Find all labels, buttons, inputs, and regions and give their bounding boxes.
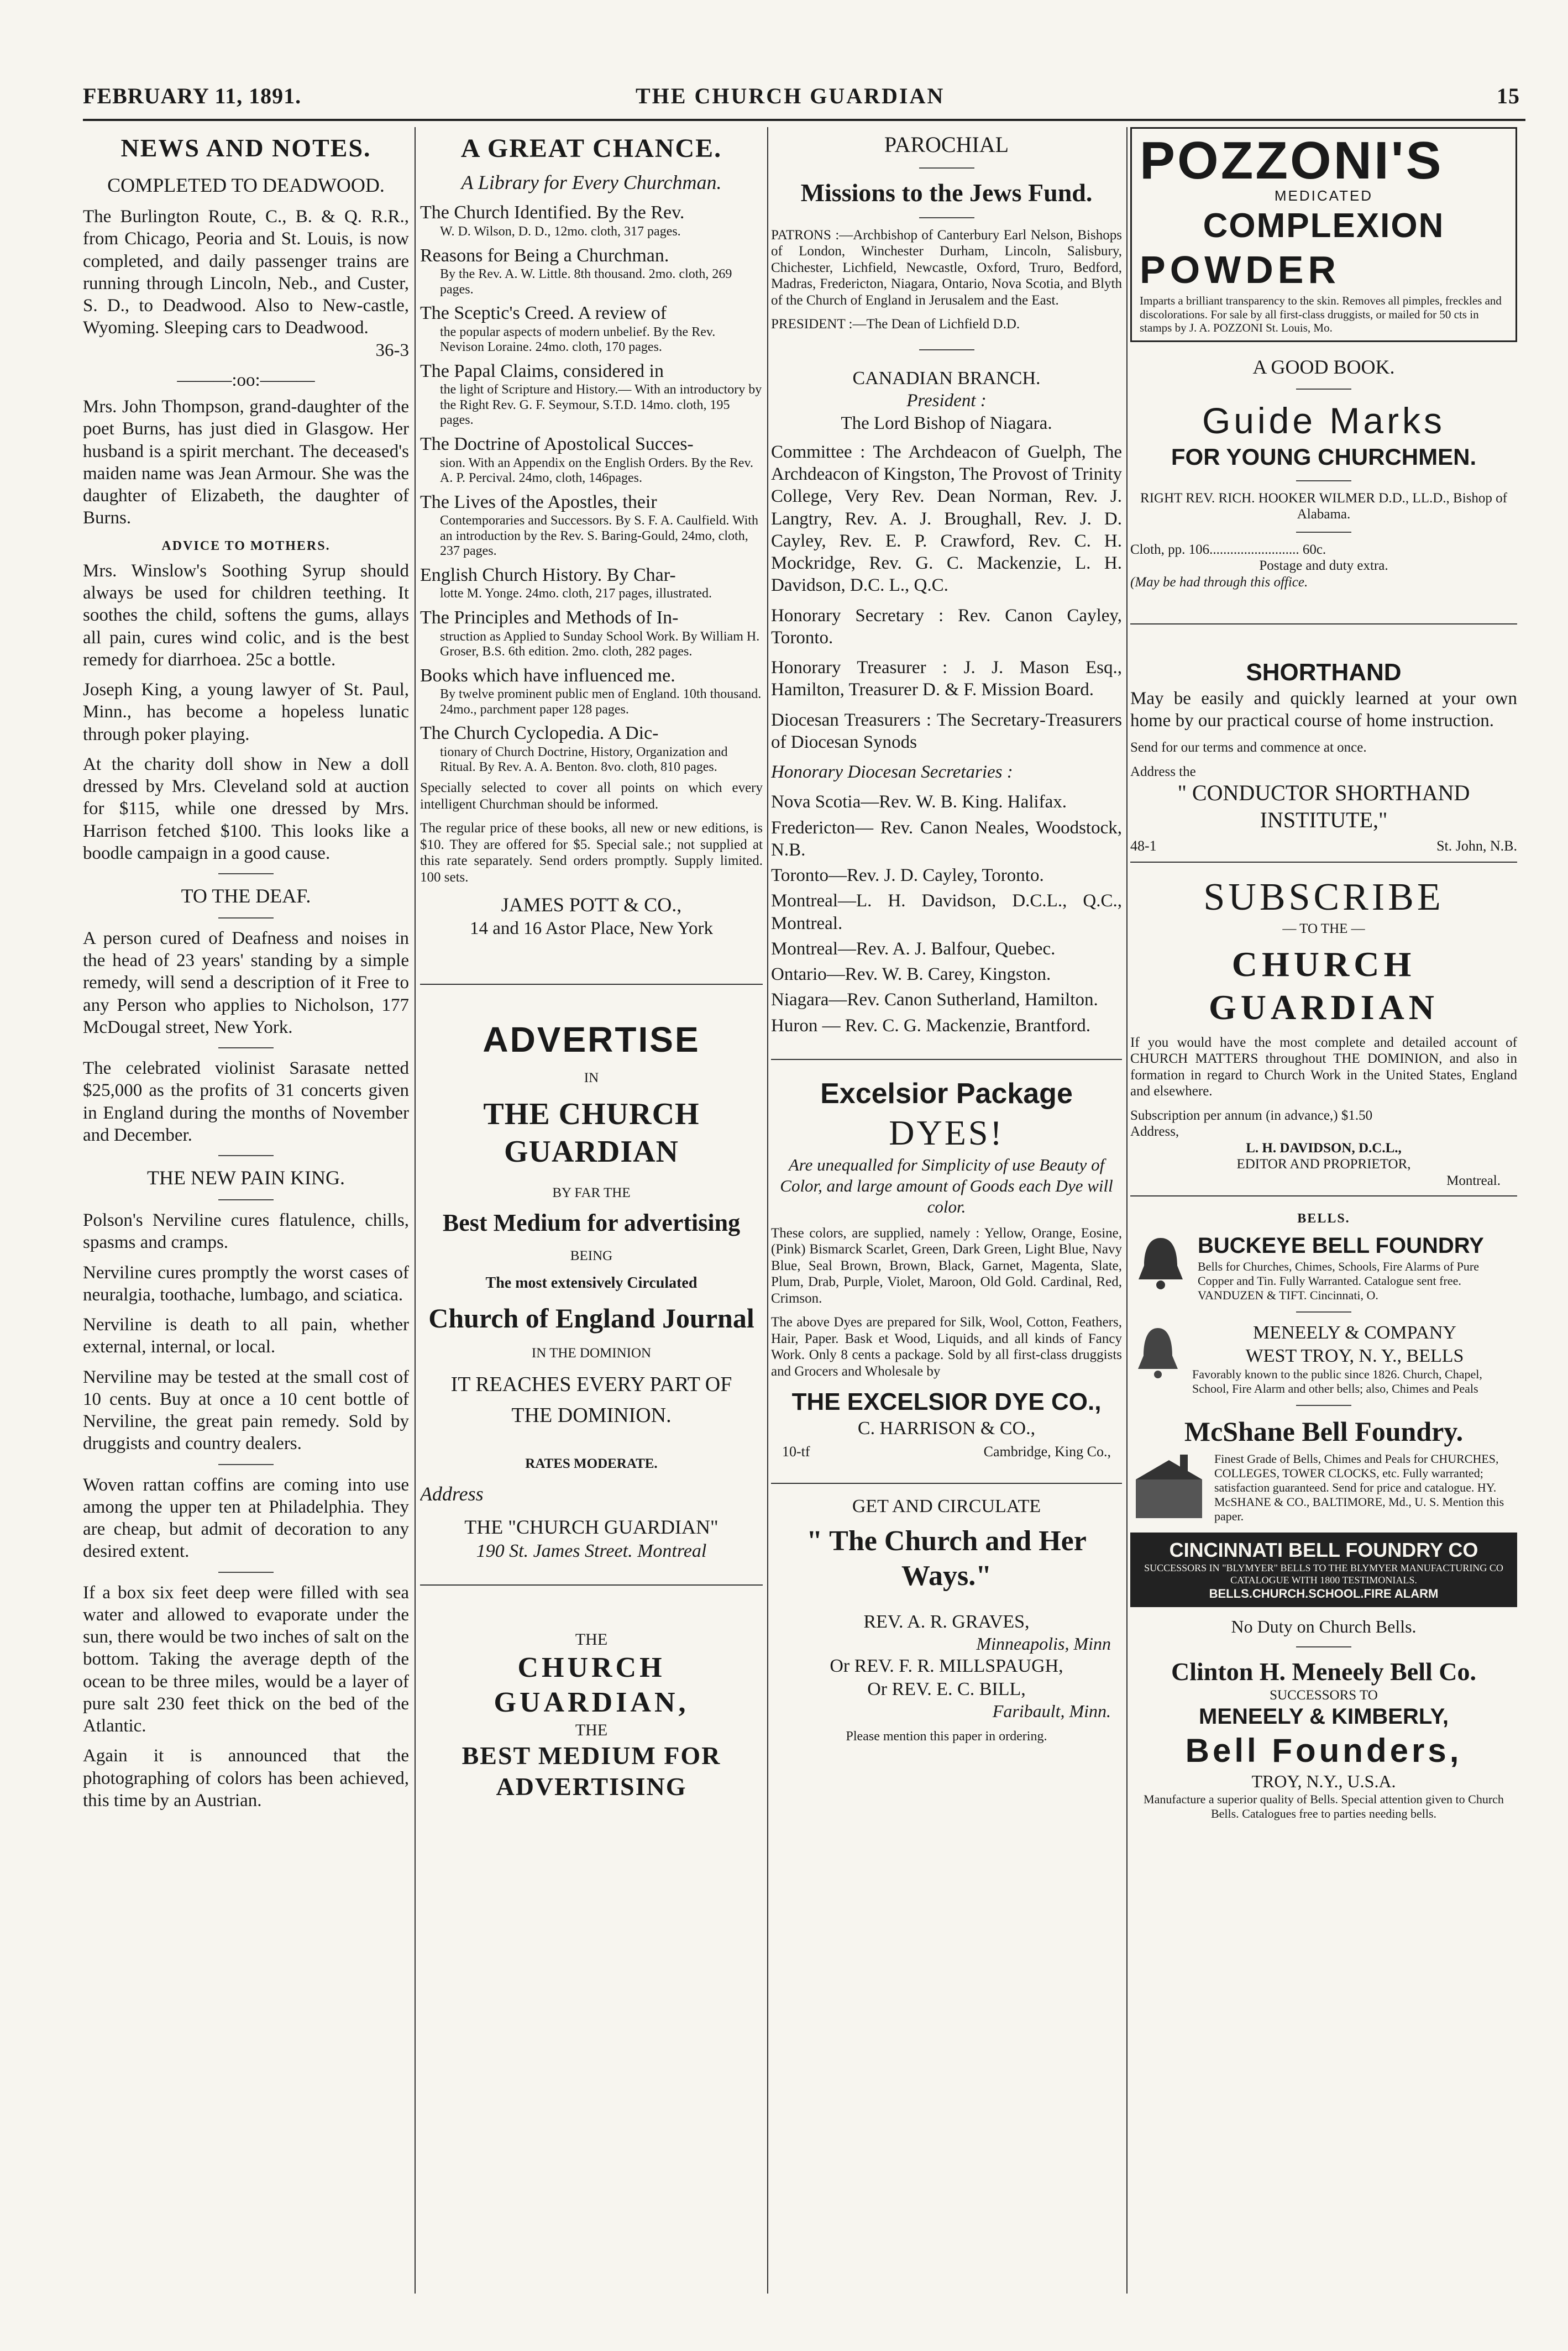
reaches-line: IT REACHES EVERY PART OF bbox=[450, 1372, 732, 1396]
book-list bbox=[420, 201, 763, 775]
church-ways-title: " The Church and Her Ways." bbox=[806, 1525, 1087, 1592]
dye-address: Cambridge, King Co., bbox=[983, 1444, 1111, 1460]
publisher-name: JAMES POTT & CO., bbox=[501, 894, 682, 916]
parochial-heading: PAROCHIAL bbox=[884, 132, 1009, 157]
conductor-line bbox=[1130, 837, 1517, 855]
subscribe-paper-name: CHURCH GUARDIAN bbox=[1209, 944, 1439, 1027]
book-item bbox=[420, 606, 763, 660]
cincinnati-ad bbox=[1130, 1533, 1517, 1607]
blymyer-text: SUCCESSORS IN "BLYMYER" BELLS TO THE BLYMYER MANUFACTURING CO bbox=[1144, 1562, 1503, 1573]
book-description: W. D. Wilson, D. D., 12mo. cloth, 317 pages. bbox=[440, 224, 681, 239]
divider bbox=[218, 1155, 274, 1156]
deaf-title: TO THE DEAF. bbox=[181, 885, 311, 907]
column-ads bbox=[1130, 127, 1517, 2294]
subscribe-price: Subscription per annum (in advance,) $1.50 bbox=[1130, 1108, 1373, 1123]
book-title: Books which have influenced me. bbox=[420, 665, 675, 686]
book-description: lotte M. Yonge. 24mo. cloth, 217 pages, illustrated. bbox=[440, 586, 712, 601]
guardian-address-1: THE "CHURCH GUARDIAN" bbox=[464, 1515, 719, 1538]
column-divider bbox=[415, 127, 416, 2294]
deadwood-text: The Burlington Route, C., B. & Q. R.R., from Chicago, Peoria and St. Louis, is now completed, and daily passenger trains are running through Lincoln, Neb., and Custer, S. D., to Deadwood. Also to New-castle, Wyoming. Sleeping cars to Deadwood. bbox=[83, 207, 409, 338]
rates-line: RATES MODERATE. bbox=[525, 1456, 658, 1472]
conductor-name: " CONDUCTOR SHORTHAND INSTITUTE," bbox=[1177, 780, 1470, 833]
book-title: Reasons for Being a Churchman. bbox=[420, 245, 669, 266]
deaf-text: A person cured of Deafness and noises in the head of 23 years' standing by a simple remedy, will send a description of it Free to any Person who applies to Nicholson, 177 McDougal street, New York. bbox=[83, 928, 409, 1037]
guardian-footer-ad bbox=[420, 1584, 763, 1802]
divider bbox=[919, 349, 974, 350]
shorthand-heading: SHORTHAND bbox=[1246, 659, 1402, 686]
armour-text: Mrs. John Thompson, grand-daughter of the poet Burns, has just died in Glasgow. Her husband is a spirit merchant. The deceased's maiden name was Jean Armour. She was the daughter of Elizabeth, the daughter of Burns. bbox=[83, 397, 409, 528]
diocesan-treasurers: Diocesan Treasurers : The Secretary-Treasurers of Diocesan Synods bbox=[771, 710, 1122, 752]
book-description: By twelve prominent public men of England. 10th thousand. 24mo., parchment paper 128 pages. bbox=[440, 687, 762, 717]
deadwood-ref: 36-3 bbox=[375, 340, 409, 360]
mothers-title: ADVICE TO MOTHERS. bbox=[161, 538, 331, 553]
pozzoni-complexion: COMPLEXION bbox=[1203, 206, 1445, 245]
publisher-address: 14 and 16 Astor Place, New York bbox=[470, 918, 713, 938]
millspaugh: Or REV. F. R. MILLSPAUGH, bbox=[830, 1656, 1063, 1677]
editor-name: L. H. DAVIDSON, D.C.L., bbox=[1246, 1140, 1402, 1156]
book-price: Cloth, pp. 106.......................... 60c. bbox=[1130, 542, 1326, 557]
graves: REV. A. R. GRAVES, bbox=[863, 1611, 1030, 1632]
pain-title: THE NEW PAIN KING. bbox=[147, 1167, 345, 1189]
divider bbox=[1296, 1311, 1351, 1313]
footer-paper-name: CHURCH GUARDIAN, bbox=[494, 1651, 689, 1719]
shorthand-text: May be easily and quickly learned at your own home by our practical course of home instruction. bbox=[1130, 688, 1517, 731]
mothers-text: Mrs. Winslow's Soothing Syrup should always be used for children teething. It soothes the child, softens the gums, allays all pain, cures wind colic, and is the best remedy for diarrhoea. 25c a bottle. bbox=[83, 560, 409, 670]
book-item bbox=[420, 722, 763, 775]
guardian-address-2: 190 St. James Street. Montreal bbox=[476, 1540, 707, 1561]
bell-icon bbox=[1130, 1232, 1191, 1293]
book-item bbox=[420, 302, 763, 355]
divider bbox=[218, 1199, 274, 1200]
cincinnati-heading: CINCINNATI BELL FOUNDRY CO bbox=[1169, 1538, 1478, 1561]
journal-name: Church of England Journal bbox=[428, 1303, 754, 1334]
no-duty: No Duty on Church Bells. bbox=[1231, 1616, 1417, 1636]
bell-founders: Bell Founders, bbox=[1185, 1732, 1462, 1770]
successors-label: SUCCESSORS TO bbox=[1270, 1687, 1378, 1703]
pozzoni-name: POZZONI'S bbox=[1140, 131, 1444, 190]
subscribe-ad bbox=[1130, 862, 1517, 1189]
pozzoni-text: Imparts a brilliant transparency to the skin. Removes all pimples, freckles and discolorations. For sale by all first-class druggists, or mailed for 50 cts in stamps by J. A. POZZONI St. Louis, Mo. bbox=[1140, 293, 1502, 335]
diocese-secretary: Huron — Rev. C. G. Mackenzie, Brantford. bbox=[771, 1015, 1090, 1036]
books-note: Specially selected to cover all points on which every intelligent Churchman should be informed. bbox=[420, 780, 763, 812]
diocese-secretary: Montreal—Rev. A. J. Balfour, Quebec. bbox=[771, 938, 1056, 959]
issue-date: FEBRUARY 11, 1891. bbox=[83, 83, 302, 108]
diocesan-secretaries-label: Honorary Diocesan Secretaries : bbox=[771, 762, 1013, 783]
salt-text: If a box six feet deep were filled with sea water and allowed to evaporate under the sun, there would be two inches of salt on the bottom. Taking the average depth of the ocean to be three miles, would be a layer of pure salt 230 feet thick on the bed of the Atlantic. bbox=[83, 1582, 409, 1736]
deadwood-title: COMPLETED TO DEADWOOD. bbox=[107, 174, 385, 197]
mcshane-heading: McShane Bell Foundry. bbox=[1184, 1415, 1464, 1447]
column-missions bbox=[771, 127, 1122, 2294]
top-rule bbox=[83, 119, 1525, 121]
west-troy-bells: WEST TROY, N. Y., BELLS bbox=[1245, 1345, 1464, 1366]
book-description: By the Rev. A. W. Little. 8th thousand. 2mo. cloth, 269 pages. bbox=[440, 266, 732, 297]
shorthand-send: Send for our terms and commence at once. bbox=[1130, 740, 1367, 755]
photo-text: Again it is announced that the photographing of colors has been achieved, this time by an Austrian. bbox=[83, 1746, 409, 1811]
buckeye-ad bbox=[1130, 1232, 1517, 1303]
editor-city: Montreal. bbox=[1446, 1173, 1501, 1188]
president-label: President : bbox=[906, 391, 987, 411]
subscribe-text: If you would have the most complete and detailed account of CHURCH MATTERS throughout THE DOMINION, and also in formation in regard to Church Work in the United States, England and elsewhere. bbox=[1130, 1035, 1517, 1099]
book-description: struction as Applied to Sunday School Work. By William H. Groser, B.S. 6th edition. 2mo. cloth, 282 pages. bbox=[440, 629, 760, 659]
bells-heading: BELLS. bbox=[1297, 1211, 1350, 1226]
subscribe-address: Address, bbox=[1130, 1124, 1179, 1140]
young-churchmen: FOR YOUNG CHURCHMEN. bbox=[1171, 444, 1477, 470]
guide-marks-title: Guide Marks bbox=[1202, 400, 1446, 441]
book-item bbox=[420, 664, 763, 718]
column-books-ads bbox=[420, 127, 763, 2294]
divider bbox=[218, 917, 274, 919]
foundry-building-icon bbox=[1130, 1452, 1208, 1524]
pain-text-1: Polson's Nerviline cures flatulence, chills, spasms and cramps. bbox=[83, 1210, 409, 1253]
subscribe-heading: SUBSCRIBE bbox=[1203, 875, 1444, 919]
divider bbox=[1296, 480, 1351, 481]
to-the-label: — TO THE — bbox=[1282, 921, 1365, 937]
good-book-heading: A GOOD BOOK. bbox=[1252, 356, 1395, 379]
book-title: The Sceptic's Creed. A review of bbox=[420, 303, 667, 324]
pozzoni-medicated: MEDICATED bbox=[1274, 187, 1373, 204]
by-far-label: BY FAR THE bbox=[552, 1185, 631, 1201]
pain-text-2: Nerviline cures promptly the worst cases of neuralgia, toothache, lumbago, and sciatica. bbox=[83, 1262, 409, 1305]
footer-the: THE bbox=[575, 1630, 608, 1649]
clinton-heading: Clinton H. Meneely Bell Co. bbox=[1171, 1657, 1476, 1686]
canadian-branch: CANADIAN BRANCH. bbox=[852, 368, 1041, 389]
pozzoni-powder: POWDER bbox=[1140, 248, 1340, 292]
masthead-title: THE CHURCH GUARDIAN bbox=[636, 83, 945, 108]
divider bbox=[1296, 1405, 1351, 1406]
mcshane-text: Finest Grade of Bells, Chimes and Peals for CHURCHES, COLLEGES, TOWER CLOCKS, etc. Fully warranted; satisfaction guaranteed. Send for price and catalogue. HY. McSHANE & CO., BALTIMORE, Md., U. S. Mention this paper. bbox=[1214, 1451, 1504, 1523]
bell-icon bbox=[1130, 1321, 1186, 1382]
divider bbox=[1296, 1646, 1351, 1647]
church-ways-ad bbox=[771, 1483, 1122, 1745]
address-label: Address bbox=[420, 1482, 484, 1505]
great-chance-heading: A GREAT CHANCE. bbox=[460, 134, 722, 163]
book-title: The Papal Claims, considered in bbox=[420, 360, 664, 381]
shorthand-address-label: Address the bbox=[1130, 764, 1196, 779]
advertise-heading: ADVERTISE bbox=[483, 1020, 700, 1060]
column-divider bbox=[767, 127, 768, 2294]
book-item bbox=[420, 360, 763, 428]
missions-title: Missions to the Jews Fund. bbox=[800, 178, 1093, 207]
mcshane-ad bbox=[1130, 1452, 1517, 1524]
book-item bbox=[420, 433, 763, 486]
dye-ref: 10-tf bbox=[782, 1444, 810, 1460]
book-title: The Principles and Methods of In- bbox=[420, 607, 679, 628]
meneely-company: MENEELY & COMPANY bbox=[1252, 1323, 1457, 1344]
dyes-note: The above Dyes are prepared for Silk, Wool, Cotton, Feathers, Hair, Paper. Bask et Wood, Liquids, and all kinds of Fancy Work. Only 8 cents a package. Sold by all first-class druggists and Grocers and Wholesale by bbox=[771, 1315, 1122, 1379]
manufacture-text: Manufacture a superior quality of Bells. Special attention given to Church Bells. Catalogues free to parties needing bells. bbox=[1144, 1792, 1504, 1821]
doll-text: At the charity doll show in New a doll dressed by Mrs. Cleveland sold at auction for $115, while one dressed by Mrs. Harrison fetched $100. This looks like a boodle campaign in a good cause. bbox=[83, 754, 409, 863]
in-dominion: IN THE DOMINION bbox=[531, 1346, 652, 1361]
dyes-tagline: Are unequalled for Simplicity of use Beauty of Color, and large amount of Goods each Dye will color. bbox=[780, 1155, 1113, 1217]
book-description: tionary of Church Doctrine, History, Organization and Ritual. By Rev. A. A. Benton. 8vo. cloth, 810 pages. bbox=[440, 744, 728, 775]
book-item bbox=[420, 564, 763, 602]
meneely-kimberly: MENEELY & KIMBERLY, bbox=[1199, 1704, 1449, 1729]
get-circulate: GET AND CIRCULATE bbox=[852, 1496, 1041, 1517]
page-number: 15 bbox=[1497, 83, 1520, 108]
book-title: The Lives of the Apostles, their bbox=[420, 491, 657, 512]
mention-paper: Please mention this paper in ordering. bbox=[846, 1729, 1047, 1744]
meneely-ad bbox=[1130, 1321, 1517, 1396]
divider bbox=[919, 167, 974, 169]
buckeye-heading: BUCKEYE BELL FOUNDRY bbox=[1198, 1234, 1484, 1258]
separator: ———:oo:——— bbox=[177, 370, 315, 390]
book-item bbox=[420, 201, 763, 239]
divider bbox=[218, 873, 274, 874]
in-label: IN bbox=[584, 1070, 599, 1086]
dominion-line: THE DOMINION. bbox=[511, 1404, 672, 1428]
book-description: Contemporaries and Successors. By S. F. A. Caulfield. With an introduction by the Rev. S. Baring-Gould, 24mo, cloth, 237 pages. bbox=[440, 513, 758, 559]
being-label: BEING bbox=[570, 1248, 613, 1263]
divider bbox=[919, 217, 974, 218]
honorary-treasurer: Honorary Treasurer : J. J. Mason Esq., Hamilton, Treasurer D. & F. Mission Board. bbox=[771, 658, 1122, 700]
dyes-colors: These colors, are supplied, namely : Yellow, Orange, Eosine, (Pink) Bismarck Scarlet, Green, Dark Green, Light Blue, Navy Blue, Seal Brown, Brown, Black, Garnet, Magenta, Slate, Plum, Drab, Purple, Violet, Maroon, Old Gold. Cardinal, Red, Crimson. bbox=[771, 1225, 1122, 1306]
coffins-text: Woven rattan coffins are coming into use among the upper ten at Philadelphia. They are cheap, but admit of decoration to any desired extent. bbox=[83, 1474, 409, 1562]
bells-section bbox=[1130, 1195, 1517, 1821]
book-item bbox=[420, 244, 763, 298]
bill-city: Faribault, Minn. bbox=[992, 1701, 1111, 1721]
president-name: The Lord Bishop of Niagara. bbox=[841, 413, 1052, 433]
diocese-secretary: Niagara—Rev. Canon Sutherland, Hamilton. bbox=[771, 990, 1098, 1010]
diocese-secretary: Ontario—Rev. W. B. Carey, Kingston. bbox=[771, 964, 1051, 985]
editor-title: EDITOR AND PROPRIETOR, bbox=[1236, 1157, 1411, 1172]
diocese-secretary: Toronto—Rev. J. D. Cayley, Toronto. bbox=[771, 865, 1044, 886]
dye-company: THE EXCELSIOR DYE CO., bbox=[791, 1388, 1102, 1416]
book-title: English Church History. By Char- bbox=[420, 564, 676, 585]
meneely-text: Favorably known to the public since 1826. Church, Chapel, School, Fire Alarm and other bells; also, Chimes and Peals bbox=[1192, 1367, 1482, 1396]
pozzoni-ad bbox=[1130, 127, 1517, 342]
committee-text: Committee : The Archdeacon of Guelph, The Archdeacon of Kingston, The Provost of Trinity College, Very Rev. Dean Norman, Rev. J. Langtry, Rev. A. J. Broughall, Rev. J. D. Cayley, Rev. E. P. Crawford, Rev. C. H. Mockridge, Rev. G. C. Mackenzie, L. H. Davidson, D.C. L., Q.C. bbox=[771, 442, 1122, 596]
diocese-secretary: Nova Scotia—Rev. W. B. King. Halifax. bbox=[771, 792, 1067, 812]
bells-church-text: BELLS.CHURCH.SCHOOL.FIRE ALARM bbox=[1209, 1586, 1439, 1600]
honorary-secretary: Honorary Secretary : Rev. Canon Cayley, Toronto. bbox=[771, 605, 1122, 648]
divider bbox=[218, 1464, 274, 1465]
books-price: The regular price of these books, all new or new editions, is $10. They are offered for $5. Special sale.; not supplied at this rate separately. Send orders promptly. Supply limited. 100 sets. bbox=[420, 821, 763, 885]
buckeye-text: Bells for Churches, Chimes, Schools, Fire Alarms of Pure Copper and Tin. Fully Warranted. Catalogue sent free. VANDUZEN & TIFT. Cincinnati, O. bbox=[1198, 1260, 1480, 1303]
advertise-ad bbox=[420, 984, 763, 1562]
divider bbox=[1296, 532, 1351, 533]
king-text: Joseph King, a young lawyer of St. Paul, Minn., has become a hopeless lunatic through poker playing. bbox=[83, 680, 409, 744]
excelsior-heading: Excelsior Package bbox=[820, 1077, 1073, 1110]
book-title: The Church Identified. By the Rev. bbox=[420, 202, 685, 223]
shorthand-ad bbox=[1130, 623, 1517, 854]
divider bbox=[1296, 389, 1351, 390]
column-divider bbox=[1126, 127, 1128, 2294]
patrons-text: PATRONS :—Archbishop of Canterbury Earl Nelson, Bishops of London, Winchester Durham, Lincoln, Salisbury, Chichester, Lichfield, Newcastle, Oxford, Truro, Bedford, Madras, Fredericton, Niagara, Ontario, Nova Scotia, and Blyth of the Church of England in Jerusalem and the East. bbox=[771, 227, 1122, 308]
catalogue-text: CATALOGUE WITH 1800 TESTIMONIALS. bbox=[1230, 1574, 1417, 1586]
news-heading: NEWS AND NOTES. bbox=[120, 134, 371, 162]
library-subheading: A Library for Every Churchman. bbox=[461, 171, 722, 193]
book-title: The Doctrine of Apostolical Succes- bbox=[420, 434, 694, 455]
book-title: The Church Cyclopedia. A Dic- bbox=[420, 723, 659, 744]
may-be-had: (May be had through this office. bbox=[1130, 574, 1308, 590]
best-medium: Best Medium for advertising bbox=[442, 1209, 741, 1236]
footer-the-2: THE bbox=[575, 1720, 608, 1739]
paper-name: THE CHURCH GUARDIAN bbox=[483, 1096, 700, 1169]
sarasate-text: The celebrated violinist Sarasate netted $25,000 as the profits of 31 concerts given in England during the months of November and December. bbox=[83, 1058, 409, 1145]
book-description: sion. With an Appendix on the English Orders. By the Rev. A. P. Percival. 24mo, cloth, 146pages. bbox=[440, 455, 753, 486]
dioceses-list bbox=[771, 791, 1122, 1037]
divider bbox=[218, 1047, 274, 1048]
book-item bbox=[420, 491, 763, 559]
bill: Or REV. E. C. BILL, bbox=[867, 1678, 1026, 1699]
column-news bbox=[83, 127, 409, 2294]
dyes-ad bbox=[771, 1059, 1122, 1461]
dye-address-line bbox=[782, 1443, 1111, 1461]
wilmer-author: RIGHT REV. RICH. HOOKER WILMER D.D., LL.D., Bishop of Alabama. bbox=[1140, 490, 1507, 522]
conductor-ref: 48-1 bbox=[1130, 837, 1157, 854]
book-description: the popular aspects of modern unbelief. By the Rev. Nevison Loraine. 24mo. cloth, 170 pages. bbox=[440, 324, 716, 355]
pain-text-4: Nerviline may be tested at the small cost of 10 cents. Buy at once a 10 cent bottle of Nerviline, the great pain remedy. Sold by druggists and country dealers. bbox=[83, 1367, 409, 1454]
page-header bbox=[83, 83, 1520, 116]
dyes-heading: DYES! bbox=[889, 1113, 1004, 1153]
pain-text-3: Nerviline is death to all pain, whether external, internal, or local. bbox=[83, 1315, 409, 1357]
most-circulated: The most extensively Circulated bbox=[485, 1274, 698, 1292]
diocese-secretary: Montreal—L. H. Davidson, D.C.L., Q.C., Montreal. bbox=[771, 891, 1122, 933]
postage-note: Postage and duty extra. bbox=[1259, 558, 1388, 574]
divider bbox=[218, 1572, 274, 1573]
diocese-secretary: Fredericton— Rev. Canon Neales, Woodstock, N.B. bbox=[771, 817, 1122, 860]
president-text: PRESIDENT :—The Dean of Lichfield D.D. bbox=[771, 317, 1020, 332]
conductor-city: St. John, N.B. bbox=[1436, 837, 1517, 854]
dye-agent: C. HARRISON & CO., bbox=[857, 1418, 1036, 1439]
book-description: the light of Scripture and History.— With an introductory by the Right Rev. G. F. Seymour, S.T.D. 14mo. cloth, 195 pages. bbox=[440, 382, 762, 428]
footer-best-medium: BEST MEDIUM FOR ADVERTISING bbox=[462, 1741, 721, 1801]
graves-city: Minneapolis, Minn bbox=[976, 1634, 1111, 1654]
troy-address: TROY, N.Y., U.S.A. bbox=[1251, 1771, 1396, 1792]
